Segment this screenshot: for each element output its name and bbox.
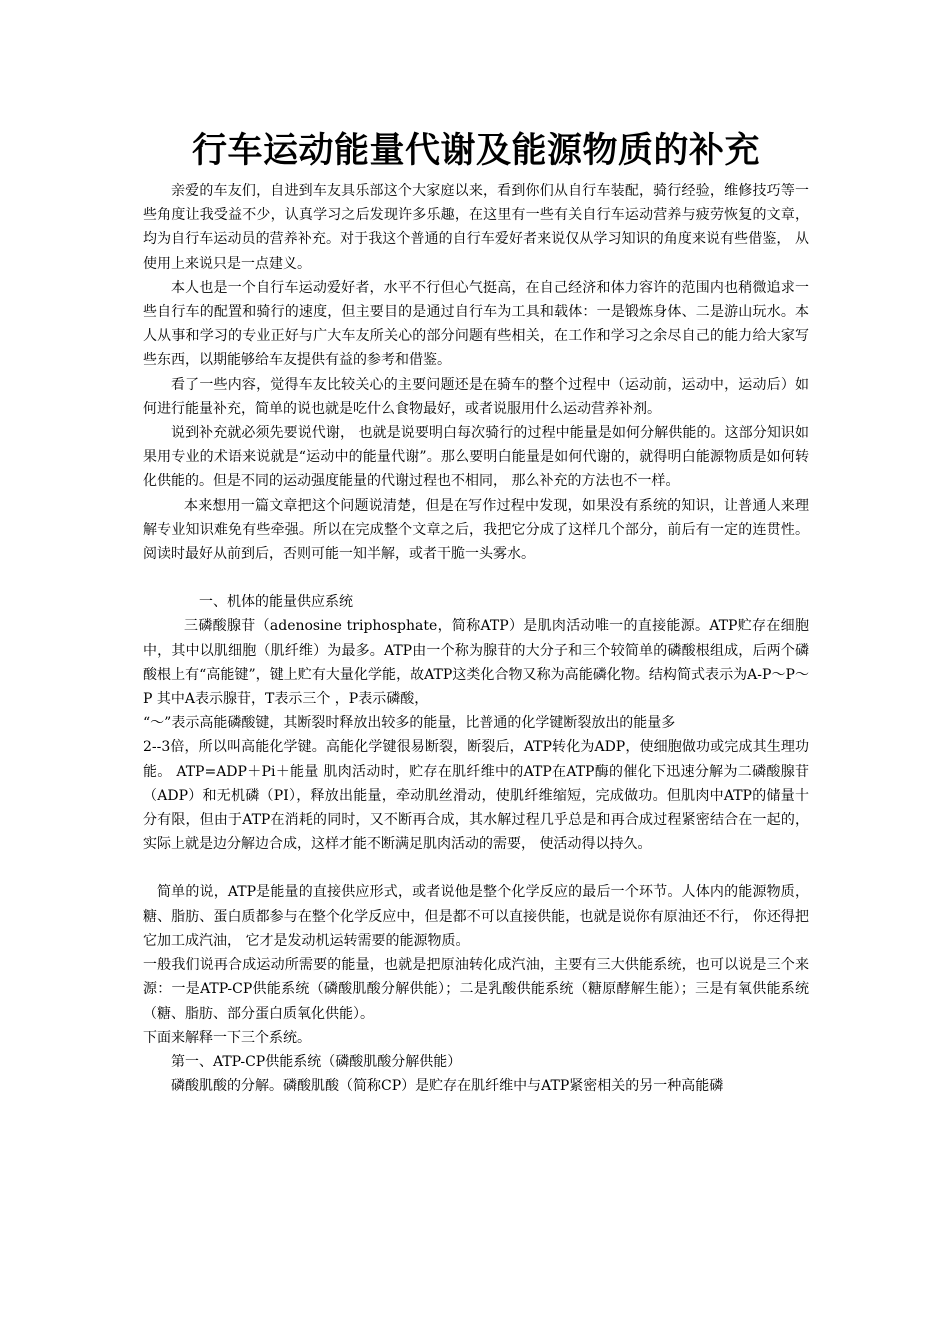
paragraph-structure-note: 本来想用一篇文章把这个问题说清楚，但是在写作过程中发现，如果没有系统的知识，让普通人来理解专业知识难免有些牵强。所以在完成整个文章之后，我把它分成了这样几个部分，前后有一定的连贯性。阅读时最好从前到后，否则可能一知半解，或者干脆一头雾水。	[143, 497, 809, 563]
paragraph-atp-definition: 三磷酸腺苷（adenosine triphosphate，简称ATP）是肌肉活动唯一的直接能源。ATP贮存在细胞中，其中以肌细胞（肌纤维）为最多。ATP由一个称为腺苷的大分子和三个较简单的磷酸根组成，后两个磷酸根上有“高能键”，键上贮有大量化学能，故ATP这类化合物又称为高能磷化物。结构简式表示为A-P～P～P 其中A表示腺苷，T表示三个 ，P表示磷酸，	[143, 618, 809, 708]
paragraph-explain-intro: 下面来解释一下三个系统。	[143, 1029, 311, 1046]
paragraph-high-energy-bond: “～”表示高能磷酸键，其断裂时释放出较多的能量，比普通的化学键断裂放出的能量多	[143, 715, 676, 732]
blank-line	[143, 566, 809, 590]
paragraph-metabolism: 说到补充就必须先要说代谢， 也就是说要明白每次骑行的过程中能量是如何分解供能的。这部分知识如果用专业的术语来说就是“运动中的能量代谢”。那么要明白能量是如何代谢的，就得明白能源物质是如何转化供能的。但是不同的运动强度能量的代谢过程也不相同， 那么补充的方法也不一样。	[143, 425, 809, 490]
section-heading-atp-cp: 第一、ATP-CP供能系统（磷酸肌酸分解供能）	[171, 1053, 462, 1070]
paragraph-main-question: 看了一些内容，觉得车友比较关心的主要问题还是在骑车的整个过程中（运动前，运动中，运动后）如何进行能量补充，简单的说也就是吃什么食物最好，或者说服用什么运动营养补剂。	[143, 376, 809, 417]
document-title: 行车运动能量代谢及能源物质的补充	[191, 131, 760, 171]
paragraph-atp-summary: 简单的说，ATP是能量的直接供应形式，或者说他是整个化学反应的最后一个环节。人体内的能源物质，糖、脂肪、蛋白质都参与在整个化学反应中，但是都不可以直接供能，也就是说你有原油还不行， 你还得把它加工成汽油， 它才是发动机运转需要的能源物质。	[143, 884, 809, 949]
blank-line	[143, 856, 809, 880]
paragraph-atp-hydrolysis: 2--3倍，所以叫高能化学键。高能化学键很易断裂，断裂后，ATP转化为ADP，使细胞做功或完成其生理功能。 ATP=ADP＋Pi＋能量 肌肉活动时，贮存在肌纤维中的ATP在ATP酶的催化下迅速分解为二磷酸腺苷（ADP）和无机磷（PI），释放出能量，牵动肌丝滑动，使肌纤维缩短，完成做功。但肌肉中ATP的储量十分有限，但由于ATP在消耗的同时，又不断再合成，其水解过程几乎总是和再合成过程紧密结合在一起的，实际上就是边分解边合成，这样才能不断满足肌肉活动的需要， 使活动得以持久。	[143, 739, 809, 853]
paragraph-three-systems: 一般我们说再合成运动所需要的能量，也就是把原油转化成汽油，主要有三大供能系统，也可以说是三个来源：一是ATP-CP供能系统（磷酸肌酸分解供能）；二是乳酸供能系统（糖原酵解生能）；三是有氧供能系统（糖、脂肪、部分蛋白质氧化供能）。	[143, 957, 809, 1022]
paragraph-intro: 亲爱的车友们，自进到车友具乐部这个大家庭以来，看到你们从自行车装配，骑行经验，维修技巧等一些角度让我受益不少，认真学习之后发现许多乐趣，在这里有一些有关自行车运动营养与疲劳恢复的文章，均为自行车运动员的营养补充。对于我这个普通的自行车爱好者来说仅从学习知识的角度来说有些借鉴， 从使用上来说只是一点建义。	[143, 183, 809, 272]
paragraph-cp-breakdown: 磷酸肌酸的分解。磷酸肌酸（简称CP）是贮存在肌纤维中与ATP紧密相关的另一种高能磷	[171, 1078, 724, 1095]
section-heading-energy-supply: 一、机体的能量供应系统	[199, 594, 353, 611]
paragraph-about-author: 本人也是一个自行车运动爱好者，水平不行但心气挺高，在自己经济和体力容许的范围内也稍微追求一些自行车的配置和骑行的速度，但主要目的是通过自行车为工具和载体：一是锻炼身体、二是游山玩水。本人从事和学习的专业正好与广大车友所关心的部分问题有些相关，在工作和学习之余尽自己的能力给大家写些东西，以期能够给车友提供有益的参考和借鉴。	[143, 279, 809, 369]
document-body	[143, 128, 809, 1098]
